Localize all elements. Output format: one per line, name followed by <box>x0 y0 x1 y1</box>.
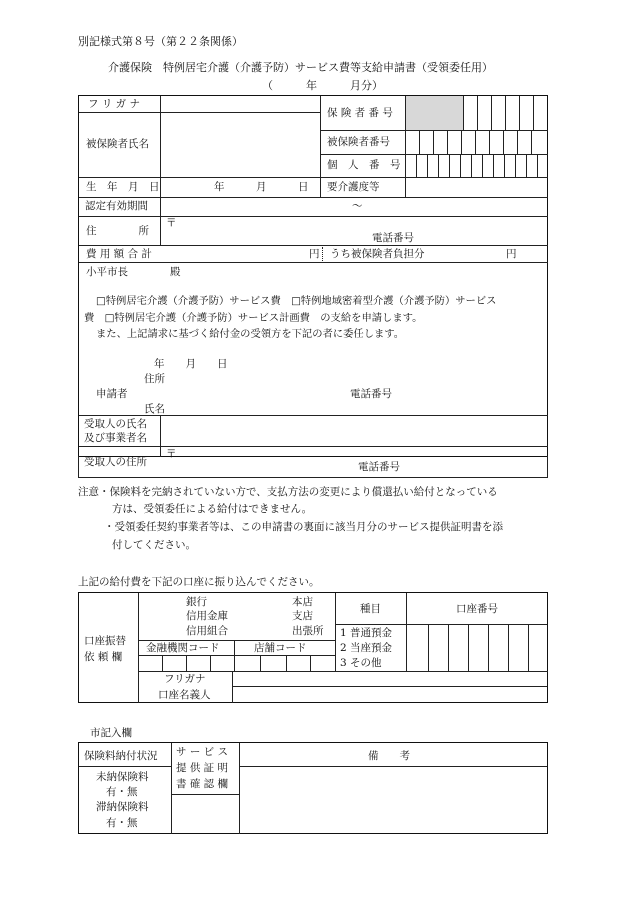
branch-code-label: 店舗コード <box>254 642 307 654</box>
address-phone-label: 電話番号 <box>372 232 414 244</box>
furigana-label: フ リ ガ ナ <box>88 98 141 110</box>
valid-period-separator: 〜 <box>352 200 363 212</box>
application-line-2: 費 □特例居宅介護（介護予防）サービス計画費 の支給を申請します。 <box>84 312 423 324</box>
account-holder-label: 口座名義人 <box>158 689 211 701</box>
address-label: 住 所 <box>86 225 149 237</box>
application-date[interactable]: 年 月 日 <box>154 358 228 370</box>
total-cost-yen: 円 <box>309 248 320 260</box>
note-1b: 方は、受領委任による給付はできません。 <box>112 503 313 515</box>
service-cert-label-2: 提 供 証 明 <box>176 762 229 774</box>
note-1a: 注意・保険料を完納されていない方で、支払方法の変更により償還払い給付となっている <box>78 486 498 498</box>
bank-code-label: 金融機関コード <box>146 642 220 654</box>
account-type-label: 種目 <box>360 603 381 615</box>
bank-section-label-1: 口座振替 <box>84 635 126 647</box>
applicant-phone-label: 電話番号 <box>350 388 392 400</box>
form-period: （ 年 月分） <box>262 79 383 92</box>
insurer-number-field[interactable] <box>406 96 463 130</box>
bank-intro: 上記の給付費を下記の口座に振り込んでください。 <box>78 576 320 588</box>
recipient-phone-label: 電話番号 <box>358 461 400 473</box>
self-pay-yen: 円 <box>506 248 517 260</box>
insured-name-label: 被保険者氏名 <box>86 138 149 150</box>
holder-furigana-label: フリガナ <box>164 673 206 685</box>
birth-date-value[interactable]: 年 月 日 <box>214 181 309 193</box>
recipient-name-label-2: 及び事業者名 <box>84 432 147 444</box>
account-number-label: 口座番号 <box>456 603 498 615</box>
personal-number-label: 個 人 番 号 <box>327 159 401 171</box>
care-level-label: 要介護度等 <box>327 181 380 193</box>
birth-date-label: 生 年 月 日 <box>86 181 160 193</box>
applicant-label: 申請者 <box>96 388 128 400</box>
applicant-address-label: 住所 <box>144 373 165 385</box>
bank-option-kumiai: 信用組合 <box>186 625 228 637</box>
city-section-heading: 市記入欄 <box>90 727 132 739</box>
application-line-1: □特例居宅介護（介護予防）サービス費 □特例地域密着型介護（介護予防）サービス <box>96 295 497 307</box>
valid-period-label: 認定有効期間 <box>85 200 148 212</box>
service-cert-label-1: サ ー ビ ス <box>176 746 229 758</box>
unpaid-yes-no[interactable]: 有・無 <box>106 786 138 798</box>
applicant-name-label: 氏名 <box>144 403 165 415</box>
recipient-address-label: 受取人の住所 <box>84 456 147 468</box>
account-type-3[interactable]: 3 その他 <box>340 657 382 669</box>
self-pay-label: うち被保険者負担分 <box>330 248 425 260</box>
arrears-premium-label: 滞納保険料 <box>96 801 149 813</box>
note-2b: 付してください。 <box>112 539 196 551</box>
bank-option-bank: 銀行 <box>186 596 207 608</box>
recipient-name-label-1: 受取人の氏名 <box>84 418 147 430</box>
application-line-3: また、上記請求に基づく給付金の受領方を下記の者に委任します。 <box>96 328 405 340</box>
insured-number-label: 被保険者番号 <box>327 136 390 148</box>
addressee: 小平市長 殿 <box>86 266 181 278</box>
arrears-yes-no[interactable]: 有・無 <box>106 817 138 829</box>
form-title: 介護保険 特例居宅介護（介護予防）サービス費等支給申請書（受領委任用） <box>108 61 493 74</box>
bank-section-label-2: 依 頼 欄 <box>84 651 123 663</box>
unpaid-premium-label: 未納保険料 <box>96 771 149 783</box>
recipient-postal-mark: 〒 <box>166 448 177 460</box>
bank-option-shinkin: 信用金庫 <box>186 610 228 622</box>
premium-status-label: 保険料納付状況 <box>84 750 158 762</box>
branch-option-shiten: 支店 <box>292 610 313 622</box>
address-postal-mark: 〒 <box>166 217 177 229</box>
insurer-number-label: 保 険 者 番 号 <box>327 107 393 119</box>
account-type-2[interactable]: 2 当座預金 <box>340 642 393 654</box>
branch-option-shucchojo: 出張所 <box>292 625 324 637</box>
service-cert-label-3: 書 確 認 欄 <box>176 778 229 790</box>
branch-option-honten: 本店 <box>292 596 313 608</box>
note-2a: ・受領委任契約事業者等は、この申請書の裏面に該当月分のサービス提供証明書を添 <box>104 521 503 533</box>
account-type-1[interactable]: 1 普通預金 <box>340 627 393 639</box>
form-number: 別記様式第８号（第２２条関係） <box>78 35 243 48</box>
remarks-label: 備 考 <box>368 750 410 762</box>
total-cost-label: 費 用 額 合 計 <box>86 248 152 260</box>
